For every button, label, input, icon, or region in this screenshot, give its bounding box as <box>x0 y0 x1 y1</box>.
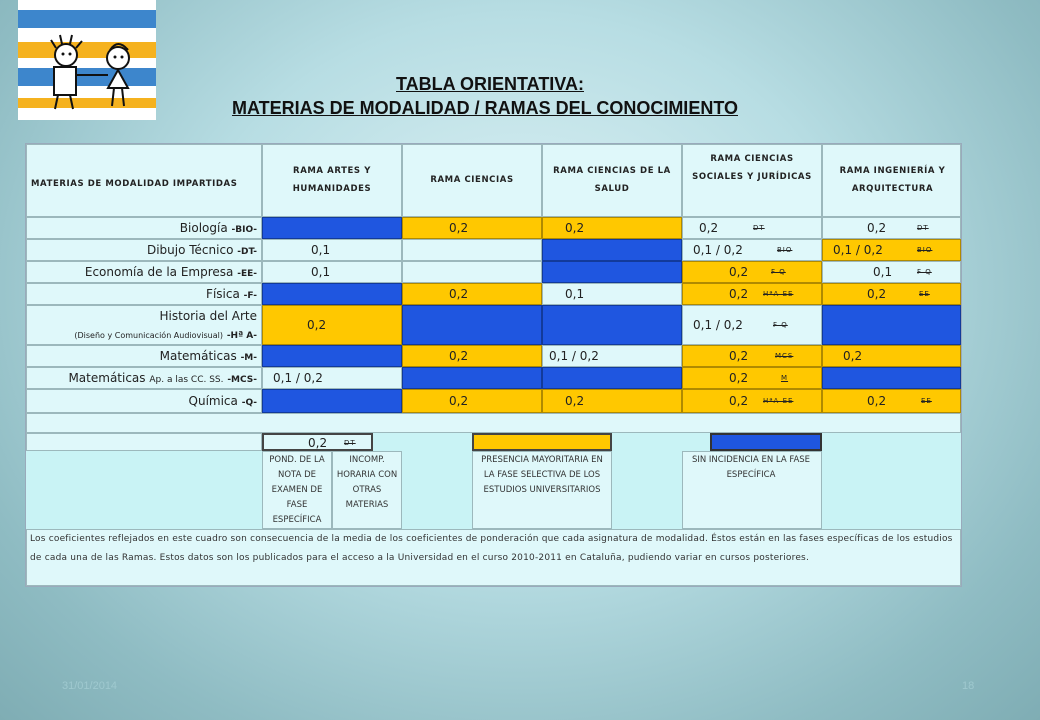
page-subtitle: MATERIAS DE MODALIDAD / RAMAS DEL CONOCIMIENTO <box>231 98 738 118</box>
cell-economia-salud <box>542 261 682 283</box>
subjects-table <box>25 143 962 587</box>
cell-matematicas-artes <box>262 345 402 367</box>
cell-biologia-ingenieria: 0,2 DT <box>822 217 961 239</box>
cell-matematicas-salud: 0,1 / 0,2 <box>542 345 682 367</box>
cell-fisica-sociales: 0,2 HªA EE <box>682 283 822 305</box>
cell-economia-artes: 0,1 <box>262 261 402 283</box>
cell-fisica-artes <box>262 283 402 305</box>
cell-matematicas-ciencias: 0,2 <box>402 345 542 367</box>
cell-dibujo-ciencias <box>402 239 542 261</box>
row-label-quimica: Química -Q- <box>26 389 262 413</box>
header-sociales: RAMA CIENCIAS SOCIALES Y JURÍDICAS <box>682 144 822 217</box>
cell-economia-ingenieria: 0,1 F Q <box>822 261 961 283</box>
legend-yellow-text: PRESENCIA MAYORITARIA EN LA FASE SELECTIVA DE LOS ESTUDIOS UNIVERSITARIOS <box>472 451 612 529</box>
cell-matematicas-ccss-ingenieria <box>822 367 961 389</box>
row-label-matematicas: Matemáticas -M- <box>26 345 262 367</box>
cell-economia-ciencias <box>402 261 542 283</box>
legend-blue-text: SIN INCIDENCIA EN LA FASE ESPECÍFICA <box>682 451 822 529</box>
cell-fisica-ingenieria: 0,2 EE <box>822 283 961 305</box>
cell-fisica-salud: 0,1 <box>542 283 682 305</box>
cell-historia-salud <box>542 305 682 345</box>
cell-dibujo-salud <box>542 239 682 261</box>
cell-matematicas-ccss-sociales: 0,2 M <box>682 367 822 389</box>
cell-biologia-salud: 0,2 <box>542 217 682 239</box>
cell-fisica-ciencias: 0,2 <box>402 283 542 305</box>
header-subjects: MATERIAS DE MODALIDAD IMPARTIDAS <box>26 144 262 217</box>
cell-historia-artes: 0,2 <box>262 305 402 345</box>
cell-dibujo-ingenieria: 0,1 / 0,2 BIO <box>822 239 961 261</box>
row-label-historia: Historia del Arte (Diseño y Comunicación Audiovisual) -Hª A- <box>26 305 262 345</box>
row-label-fisica: Física -F- <box>26 283 262 305</box>
footnote: Los coeficientes reflejados en este cuadro son consecuencia de la media de los coeficientes de ponderación que cada asignatura de modalidad. Éstos están en las fases específicas de los estudios de cada una de las Ramas. Estos datos son los publicados para el acceso a la Universidad en el curso 2010-2011 en Cataluña, pudiendo variar en cursos posteriores. <box>26 529 961 586</box>
cell-matematicas-sociales: 0,2 MCS <box>682 345 822 367</box>
header-artes: RAMA ARTES Y HUMANIDADES <box>262 144 402 217</box>
header-salud: RAMA CIENCIAS DE LA SALUD <box>542 144 682 217</box>
legend-blue-swatch <box>710 433 822 451</box>
cell-matematicas-ccss-salud <box>542 367 682 389</box>
footer-page-number: 18 <box>962 680 975 692</box>
cell-quimica-artes <box>262 389 402 413</box>
cell-historia-ingenieria <box>822 305 961 345</box>
legend-yellow-swatch <box>472 433 612 451</box>
cell-dibujo-sociales: 0,1 / 0,2 BIO <box>682 239 822 261</box>
header-ciencias: RAMA CIENCIAS <box>402 144 542 217</box>
page-title: TABLA ORIENTATIVA: <box>396 74 584 94</box>
header-ingenieria: RAMA INGENIERÍA Y ARQUITECTURA <box>822 144 961 217</box>
legend-incomp: INCOMP. HORARIA CON OTRAS MATERIAS <box>332 451 402 529</box>
footer-date: 31/01/2014 <box>62 680 118 692</box>
cell-dibujo-artes: 0,1 <box>262 239 402 261</box>
cell-historia-ciencias <box>402 305 542 345</box>
cell-quimica-ciencias: 0,2 <box>402 389 542 413</box>
cell-quimica-sociales: 0,2 HªA EE <box>682 389 822 413</box>
row-label-economia: Economía de la Empresa -EE- <box>26 261 262 283</box>
cell-economia-sociales: 0,2 F Q <box>682 261 822 283</box>
cell-biologia-artes <box>262 217 402 239</box>
legend-pond: POND. DE LA NOTA DE EXAMEN DE FASE ESPECÍFICA <box>262 451 332 529</box>
row-label-dibujo: Dibujo Técnico -DT- <box>26 239 262 261</box>
cell-quimica-salud: 0,2 <box>542 389 682 413</box>
row-label-matematicas-ccss: Matemáticas Ap. a las CC. SS. -MCS- <box>26 367 262 389</box>
legend-sample: 0,2 DT <box>262 433 373 451</box>
legend-blank <box>26 433 262 451</box>
cell-biologia-ciencias: 0,2 <box>402 217 542 239</box>
cell-biologia-sociales: 0,2 DT <box>682 217 822 239</box>
cell-matematicas-ingenieria: 0,2 <box>822 345 961 367</box>
spacer-row <box>26 413 961 433</box>
cell-matematicas-ccss-artes: 0,1 / 0,2 <box>262 367 402 389</box>
row-label-biologia: Biología -BIO- <box>26 217 262 239</box>
cell-quimica-ingenieria: 0,2 EE <box>822 389 961 413</box>
cell-matematicas-ccss-ciencias <box>402 367 542 389</box>
cell-historia-sociales: 0,1 / 0,2 F Q <box>682 305 822 345</box>
